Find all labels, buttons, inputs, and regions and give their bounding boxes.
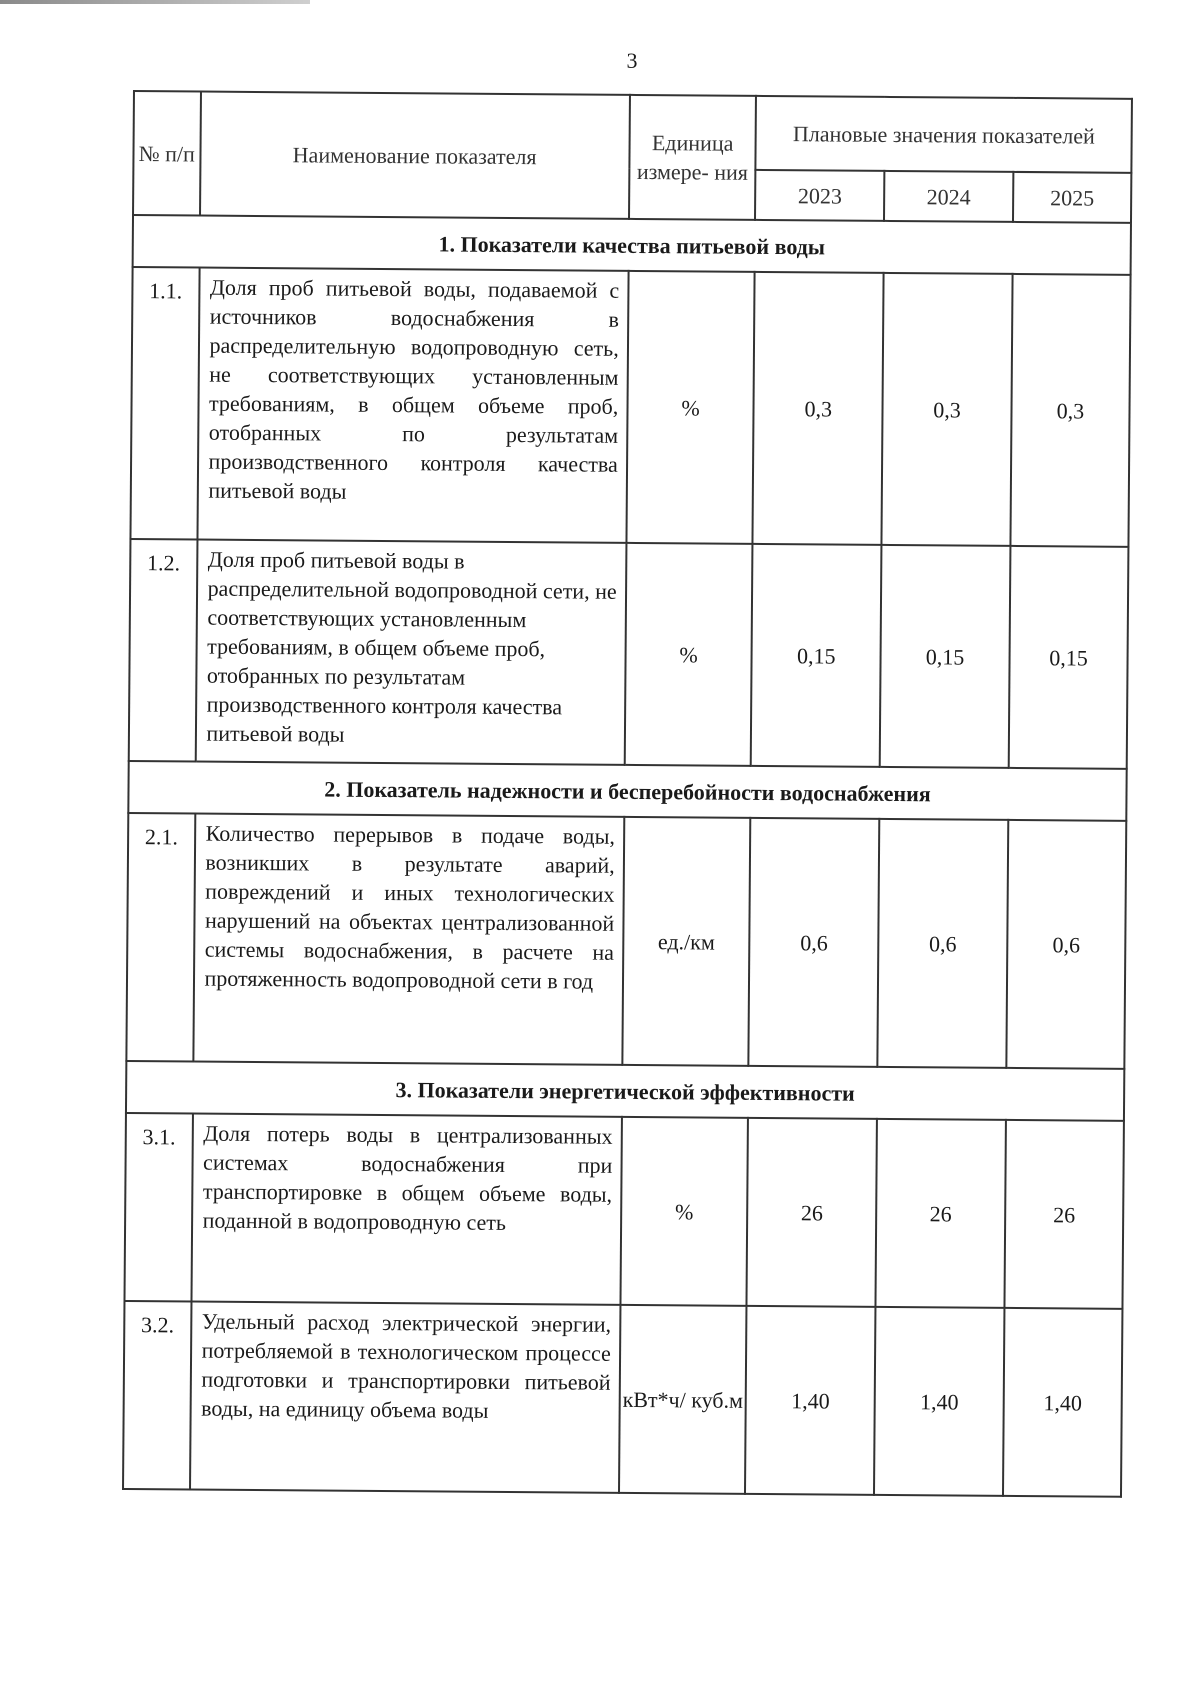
row-num: 1.1. — [130, 267, 199, 540]
row-value-2023: 0,15 — [751, 544, 882, 767]
page-number: 3 — [626, 48, 638, 73]
section-row — [128, 761, 1126, 821]
header-planned: Плановые значения показателей — [756, 96, 1132, 173]
row-unit: % — [626, 271, 755, 544]
section-title: 2. Показатель надежности и бесперебойности водоснабжения — [128, 761, 1126, 821]
table-row — [126, 813, 1126, 1069]
header-year: 2023 — [755, 170, 884, 221]
row-unit: % — [620, 1117, 748, 1306]
header-year: 2024 — [884, 171, 1013, 222]
header-num: № п/п — [133, 91, 201, 216]
row-unit: % — [624, 543, 752, 766]
row-value-2024: 0,6 — [878, 819, 1009, 1068]
row-value-2024: 0,3 — [882, 273, 1013, 546]
scan-edge-mark — [0, 0, 310, 4]
header-year: 2025 — [1013, 172, 1131, 223]
row-value-2024: 0,15 — [880, 545, 1011, 768]
section-row — [133, 215, 1131, 275]
row-value-2023: 0,3 — [753, 272, 884, 545]
row-num: 2.1. — [126, 813, 194, 1062]
row-value-2025: 26 — [1004, 1120, 1124, 1309]
table-row — [123, 1301, 1122, 1497]
row-value-2024: 26 — [876, 1119, 1006, 1308]
header-name: Наименование показателя — [200, 92, 630, 219]
row-value-2025: 0,15 — [1009, 546, 1129, 769]
row-value-2025: 0,6 — [1006, 820, 1126, 1069]
row-unit: кВт*ч/ куб.м — [619, 1305, 747, 1494]
row-name: Доля потерь воды в централизованных системах водоснабжения при транспортировке в общем объеме воды, поданной в водопроводную сеть — [191, 1113, 622, 1304]
row-num: 3.1. — [124, 1113, 192, 1302]
table-row — [130, 267, 1130, 547]
row-value-2023: 26 — [747, 1118, 877, 1307]
section-title: 1. Показатели качества питьевой воды — [133, 215, 1131, 275]
table-row — [129, 539, 1129, 769]
row-name: Доля проб питьевой воды, подаваемой с источников водоснабжения в распределительную водопроводную сеть, не соответствующих установленным требованиям, в общем объеме проб, отобранных по результатам производственного контроля качества питьевой воды — [197, 268, 628, 543]
row-name: Количество перерывов в подаче воды, возникших в результате аварий, повреждений и иных технологических нарушений на объектах централизованной системы водоснабжения, в расчете на протяженность водопроводной сети в год — [193, 814, 624, 1065]
row-name: Удельный расход электрической энергии, потребляемой в технологическом процессе подготовки и транспортировки питьевой воды, на единицу объема воды — [190, 1301, 621, 1492]
row-value-2024: 1,40 — [874, 1307, 1004, 1496]
indicators-table — [122, 90, 1133, 1498]
table-row — [124, 1113, 1123, 1309]
section-row — [126, 1061, 1124, 1121]
row-value-2023: 0,6 — [749, 818, 880, 1067]
row-value-2025: 1,40 — [1003, 1308, 1123, 1497]
row-num: 3.2. — [123, 1301, 191, 1490]
row-unit: ед./км — [622, 817, 751, 1066]
row-num: 1.2. — [129, 539, 197, 762]
row-name: Доля проб питьевой воды в распределительной водопроводной сети, не соответствующих установленным требованиям, в общем объеме проб, отобранных по результатам производственного контроля качества питьевой воды — [195, 540, 626, 765]
row-value-2025: 0,3 — [1010, 274, 1130, 547]
header-row — [133, 91, 1132, 173]
header-unit: Единица измере- ния — [629, 95, 757, 220]
row-value-2023: 1,40 — [745, 1306, 875, 1495]
section-title: 3. Показатели энергетической эффективности — [126, 1061, 1124, 1121]
